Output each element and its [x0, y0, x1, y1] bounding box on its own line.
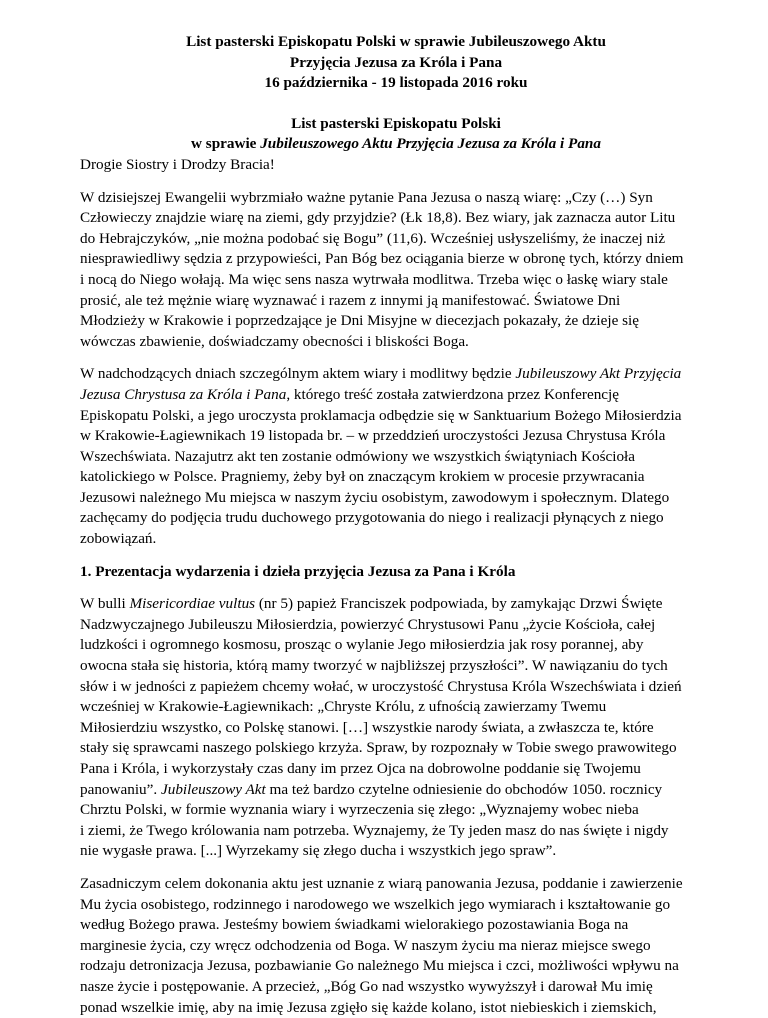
text-line: do Hebrajczyków, „nie można podobać się Bogu” (11,6). Wcześniej usłyszeliśmy, że inaczej niż	[80, 229, 666, 247]
paragraph-3	[80, 594, 712, 862]
text-segment: , którego treść została zatwierdzona przez Konferencję	[286, 385, 619, 403]
text-line: katolickiego w Polsce. Pragniemy, żeby był on znaczącym krokiem w procesie przywracania	[80, 468, 645, 486]
text-line	[80, 594, 712, 615]
text-line: Zasadniczym celem dokonania aktu jest uznanie z wiarą panowania Jezusa, poddanie i zawierzenie	[80, 874, 683, 892]
text-line: marginesie życia, czy wręcz odchodzenia od Boga. W naszym życiu ma nieraz miejsce swego	[80, 936, 651, 954]
italic-segment: Jubileuszowy Akt	[160, 780, 266, 798]
text-line: prosić, ale też mężnie wiarę wyznawać i razem z innymi ją manifestować. Światowe Dni	[80, 291, 621, 309]
title-line: Przyjęcia Jezusa za Króla i Pana	[289, 53, 503, 71]
paragraph-2	[80, 364, 712, 549]
text-line: stały się sprawcami naszego polskiego krzyża. Spraw, by rozpoznały w Tobie swego prawowitego	[80, 739, 677, 757]
text-line: Młodzieży w Krakowie i poprzedzające je Dni Misyjne w diecezjach pokazały, że dzieje się	[80, 312, 640, 330]
document-title	[80, 32, 712, 94]
text-line: Jezusowi należnego Mu miejsca w naszym życiu osobistym, zawodowym i społecznym. Dlatego	[80, 488, 670, 506]
text-line: zachęcamy do podjęcia trudu duchowego przygotowania do niego i realizacji płynących z niego	[80, 509, 664, 527]
text-line: ludzkości i ogromnego kosmosu, prosząc o wylanie Jego miłosierdzia jak rosy porannej, aby	[80, 636, 644, 654]
title-line: 16 października - 19 listopada 2016 roku	[264, 74, 528, 92]
italic-segment: Jezusa Chrystusa za Króla i Pana	[80, 385, 287, 403]
text-line: Miłosierdziu wszystko, co Polskę stanowi. […] wszystkie narody świata, a zwłaszcza te, które	[80, 718, 654, 736]
text-line: W dzisiejszej Ewangelii wybrzmiało ważne pytanie Pana Jezusa o naszą wiarę: „Czy (…) Syn	[80, 188, 653, 206]
text-segment: W nadchodzących dniach szczególnym aktem wiary i modlitwy będzie	[80, 365, 516, 383]
heading-line	[80, 134, 712, 155]
text-segment: ma też bardzo czytelne odniesienie do obchodów 1050. rocznicy	[265, 780, 663, 798]
text-segment: panowaniu”.	[80, 780, 161, 798]
text-segment: W bulli	[80, 595, 130, 613]
text-line: nie wygasłe prawa. [...] Wyrzekamy się złego ducha i wszystkich jego spraw”.	[80, 842, 557, 860]
letter-heading	[80, 114, 712, 155]
text-line	[80, 385, 712, 406]
text-line: niesprawiedliwy sędzia z przypowieści, Pan Bóg bez ociągania bierze w obronę tych, którzy dniem	[80, 250, 684, 268]
text-line: i ziemi, że Twego królowania nam potrzeba. Wyznajemy, że Ty jeden masz do nas święte i nigdy	[80, 821, 669, 839]
text-line: wówczas zbawienie, doświadczamy obecności i bliskości Boga.	[80, 332, 469, 350]
heading-prefix: w sprawie	[191, 135, 261, 153]
text-line: Człowieczy znajdzie wiarę na ziemi, gdy przyjdzie? (Łk 18,8). Bez wiary, jak zaznacza autor Litu	[80, 209, 676, 227]
text-segment: (nr 5) papież Franciszek podpowiada, by zamykając Drzwi Święte	[255, 595, 663, 613]
italic-segment: Jubileuszowy Akt Przyjęcia	[515, 365, 682, 383]
text-line: w Krakowie-Łagiewnikach 19 listopada br. – w przeddzień uroczystości Jezusa Chrystusa Króla	[80, 427, 666, 445]
text-line: Chrztu Polski, w formie wyznania wiary i wyrzeczenia się złego: „Wyznajemy wobec nieba	[80, 801, 639, 819]
italic-segment: Misericordiae vultus	[129, 595, 256, 613]
text-line: ponad wszelkie imię, aby na imię Jezusa zgięło się każde kolano, istot niebieskich i ziemskich,	[80, 998, 657, 1016]
text-line: Wszechświata. Nazajutrz akt ten zostanie odmówiony we wszystkich świątyniach Kościoła	[80, 447, 636, 465]
text-line	[80, 364, 712, 385]
text-line: Episkopatu Polski, a jego uroczysta proklamacja odbędzie się w Sanktuarium Bożego Miłosierdzia	[80, 406, 682, 424]
text-line	[80, 780, 712, 801]
title-line: List pasterski Episkopatu Polski w sprawie Jubileuszowego Aktu	[186, 33, 606, 50]
text-line: słów i w jedności z papieżem chcemy wołać, w uroczystość Chrystusa Króla Wszechświata i dzień	[80, 677, 682, 695]
text-line: Nadzwyczajnego Jubileuszu Miłosierdzia, powierzyć Chrystusowi Panu „życie Kościoła, całej	[80, 615, 656, 633]
heading-line: List pasterski Episkopatu Polski	[291, 114, 501, 132]
text-line: zobowiązań.	[80, 530, 157, 548]
text-line: wcześniej w Krakowie-Łagiewnikach: „Chryste Królu, z ufnością zawierzamy Twemu	[80, 698, 607, 716]
text-line: i nocą do Niego wołają. Ma więc sens nasza wytrwała modlitwa. Trzeba więc o łaskę wiary stale	[80, 270, 668, 288]
paragraph-4	[80, 874, 712, 1018]
paragraph-1	[80, 188, 712, 353]
text-line: rodzaju detronizacja Jezusa, pozbawianie Go należnego Mu miejsca i czci, możliwości wpływu na	[80, 957, 679, 975]
text-line: Mu życia osobistego, rodzinnego i narodowego we wszelkich jego wymiarach i kształtowanie go	[80, 895, 671, 913]
text-line: owocna stała się historia, którą mamy tworzyć w najbliższej przyszłości”. W nawiązaniu do tych	[80, 657, 668, 675]
section-heading: 1. Prezentacja wydarzenia i dzieła przyjęcia Jezusa za Pana i Króla	[80, 562, 516, 580]
greeting: Drogie Siostry i Drodzy Bracia!	[80, 155, 275, 173]
text-line: według Bożego prawa. Jesteśmy bowiem świadkami wielorakiego pozostawiania Boga na	[80, 916, 629, 934]
text-line: Pana i Króla, i wykorzystały czas dany im przez Ojca na dobrowolne poddanie się Twojemu	[80, 760, 641, 777]
text-line: nasze życie i postępowanie. A przecież, „Bóg Go nad wszystko wywyższył i darował Mu imię	[80, 977, 653, 995]
heading-italic: Jubileuszowego Aktu Przyjęcia Jezusa za Króla i Pana	[260, 135, 601, 153]
